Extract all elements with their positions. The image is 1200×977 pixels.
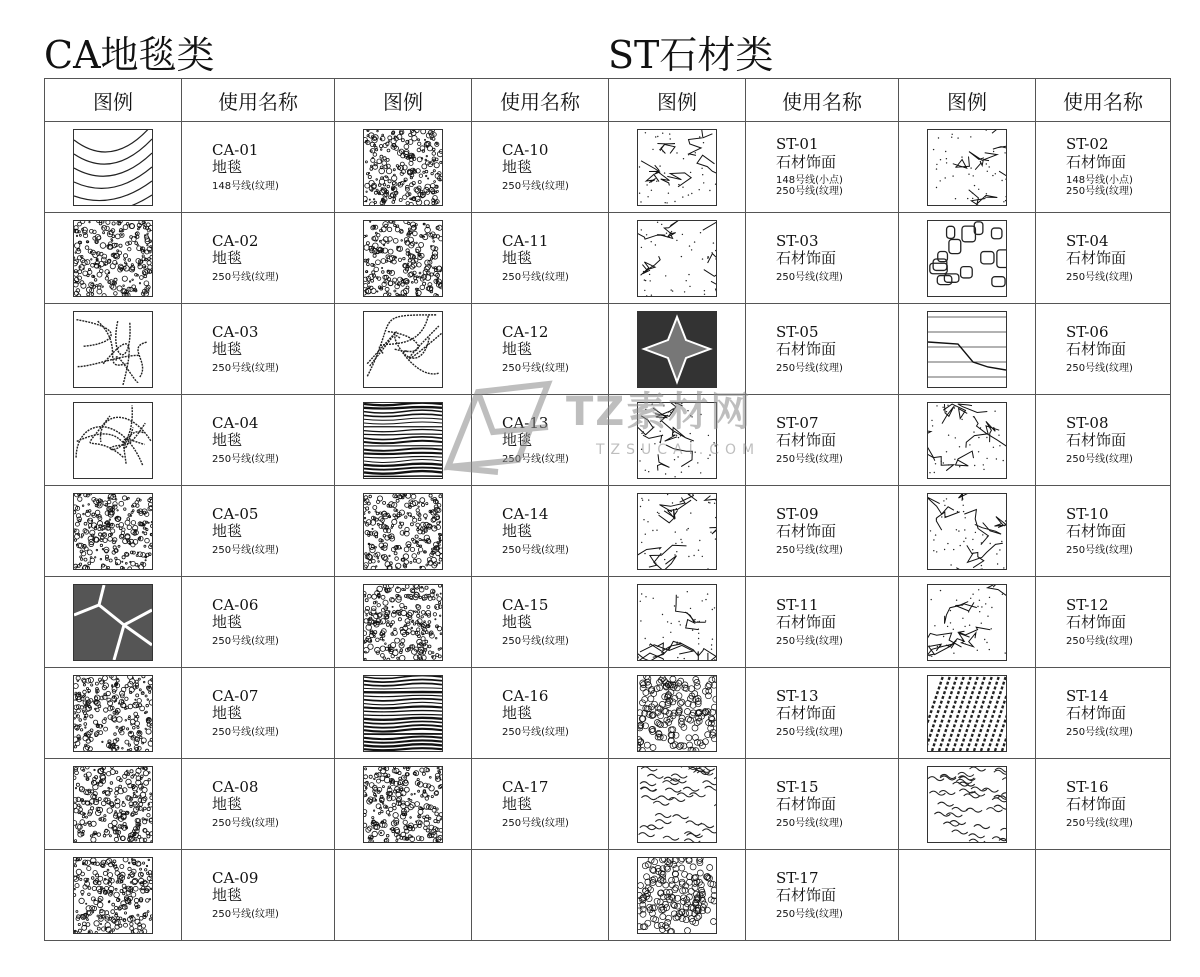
material-category: 地毯: [212, 795, 243, 814]
material-spec: 250号线(纹理): [1066, 544, 1133, 556]
material-code: CA-12: [502, 323, 549, 341]
pattern-swatch-ca-01: [73, 129, 153, 206]
material-spec: 250号线(纹理): [502, 635, 569, 647]
material-code: CA-10: [502, 141, 549, 159]
material-category: 石材饰面: [1066, 704, 1127, 723]
material-code: ST-14: [1066, 687, 1109, 705]
name-cell: [182, 304, 335, 395]
name-cell: [182, 213, 335, 304]
material-category: 石材饰面: [776, 249, 837, 268]
name-cell: [472, 395, 609, 486]
material-spec: 250号线(纹理): [1066, 362, 1133, 374]
material-code: CA-15: [502, 596, 549, 614]
pattern-swatch-ca-04: [73, 402, 153, 479]
material-spec: 250号线(纹理): [212, 908, 279, 920]
header-legend: 图例: [899, 79, 1036, 122]
material-spec: 250号线(纹理): [776, 817, 843, 829]
material-code: CA-16: [502, 687, 549, 705]
material-code: CA-08: [212, 778, 259, 796]
name-cell: [746, 577, 899, 668]
name-cell: [1036, 213, 1171, 304]
name-cell: [1036, 122, 1171, 213]
material-spec: 250号线(纹理): [776, 544, 843, 556]
material-legend-table: [44, 78, 1171, 941]
name-cell: [746, 850, 899, 941]
material-spec: 250号线(纹理): [502, 362, 569, 374]
pattern-swatch-ca-15: [363, 584, 443, 661]
table-row: [45, 395, 1171, 486]
material-spec: 250号线(纹理): [212, 362, 279, 374]
material-spec: 250号线(纹理): [776, 908, 843, 920]
legend-cell: [45, 668, 182, 759]
pattern-swatch-ca-02: [73, 220, 153, 297]
material-spec: 250号线(纹理): [212, 544, 279, 556]
material-category: 石材饰面: [1066, 613, 1127, 632]
table-body: [45, 122, 1171, 941]
material-category: 石材饰面: [1066, 431, 1127, 450]
material-code: ST-12: [1066, 596, 1109, 614]
pattern-swatch-ca-14: [363, 493, 443, 570]
legend-cell: [335, 122, 472, 213]
pattern-swatch-ca-13: [363, 402, 443, 479]
material-spec: 250号线(纹理): [776, 362, 843, 374]
name-cell: [472, 668, 609, 759]
material-category: 石材饰面: [776, 340, 837, 359]
legend-cell: [609, 213, 746, 304]
legend-cell: [609, 486, 746, 577]
pattern-swatch-st-05: [637, 311, 717, 388]
name-cell: [182, 486, 335, 577]
material-spec: 250号线(纹理): [502, 453, 569, 465]
pattern-swatch-ca-10: [363, 129, 443, 206]
legend-cell: [45, 850, 182, 941]
material-category: 石材饰面: [776, 704, 837, 723]
legend-cell: [335, 213, 472, 304]
material-spec-secondary: 250号线(纹理): [776, 186, 843, 198]
st-stone-title: ST石材类: [608, 33, 774, 77]
pattern-swatch-ca-16: [363, 675, 443, 752]
name-cell: [1036, 668, 1171, 759]
legend-cell: [335, 577, 472, 668]
legend-cell: [899, 213, 1036, 304]
name-cell: [1036, 395, 1171, 486]
material-code: ST-17: [776, 869, 819, 887]
legend-cell: [609, 395, 746, 486]
material-code: CA-01: [212, 141, 259, 159]
header-name: 使用名称: [746, 79, 899, 122]
material-category: 石材饰面: [1066, 340, 1127, 359]
name-cell: [472, 577, 609, 668]
legend-cell: [45, 759, 182, 850]
pattern-swatch-st-07: [637, 402, 717, 479]
material-spec: 148号线(纹理): [212, 180, 279, 192]
pattern-swatch-st-08: [927, 402, 1007, 479]
material-category: 石材饰面: [776, 613, 837, 632]
legend-cell: [335, 850, 472, 941]
material-spec: 250号线(纹理): [776, 271, 843, 283]
material-category: 地毯: [502, 522, 533, 541]
material-category: 地毯: [502, 613, 533, 632]
material-code: CA-06: [212, 596, 259, 614]
pattern-swatch-ca-17: [363, 766, 443, 843]
material-category: 地毯: [212, 431, 243, 450]
legend-cell: [609, 668, 746, 759]
material-spec: 250号线(纹理): [212, 453, 279, 465]
material-code: ST-01: [776, 135, 819, 154]
material-spec: 250号线(纹理): [1066, 817, 1133, 829]
name-cell: [746, 395, 899, 486]
legend-cell: [899, 759, 1036, 850]
pattern-swatch-ca-12: [363, 311, 443, 388]
pattern-swatch-st-03: [637, 220, 717, 297]
pattern-swatch-st-04: [927, 220, 1007, 297]
pattern-swatch-ca-11: [363, 220, 443, 297]
material-category: 地毯: [212, 613, 243, 632]
material-spec: 250号线(纹理): [1066, 726, 1133, 738]
legend-cell: [45, 304, 182, 395]
material-spec: 250号线(纹理): [1066, 271, 1133, 283]
table-row: [45, 668, 1171, 759]
table-row: [45, 759, 1171, 850]
legend-cell: [899, 577, 1036, 668]
legend-cell: [335, 395, 472, 486]
material-category: 地毯: [502, 249, 533, 268]
name-cell: [1036, 304, 1171, 395]
header-row: [45, 79, 1171, 122]
pattern-swatch-st-01: [637, 129, 717, 206]
ca-carpet-title: CA地毯类: [44, 33, 215, 77]
legend-cell: [899, 668, 1036, 759]
legend-cell: [609, 122, 746, 213]
material-category: 石材饰面: [776, 886, 837, 905]
table-row: [45, 486, 1171, 577]
material-code: ST-03: [776, 232, 819, 250]
name-cell: [1036, 577, 1171, 668]
legend-cell: [899, 122, 1036, 213]
material-category: 地毯: [502, 795, 533, 814]
name-cell: [746, 759, 899, 850]
material-code: ST-09: [776, 505, 819, 523]
pattern-swatch-st-09: [637, 493, 717, 570]
material-spec: 250号线(纹理): [212, 726, 279, 738]
name-cell: [1036, 759, 1171, 850]
material-spec: 250号线(纹理): [502, 544, 569, 556]
material-code: CA-02: [212, 232, 259, 250]
legend-cell: [45, 395, 182, 486]
material-spec: 250号线(纹理): [502, 817, 569, 829]
material-category: 地毯: [212, 249, 243, 268]
material-spec: 148号线(小点): [1066, 174, 1133, 186]
material-code: CA-05: [212, 505, 259, 523]
pattern-swatch-st-11: [637, 584, 717, 661]
material-code: ST-15: [776, 778, 819, 796]
name-cell: [746, 122, 899, 213]
material-category: 石材饰面: [776, 152, 837, 171]
material-category: 地毯: [212, 340, 243, 359]
name-cell: [746, 213, 899, 304]
pattern-swatch-st-16: [927, 766, 1007, 843]
pattern-swatch-ca-06: [73, 584, 153, 661]
pattern-swatch-ca-08: [73, 766, 153, 843]
legend-cell: [335, 304, 472, 395]
legend-cell: [609, 304, 746, 395]
material-code: CA-09: [212, 869, 259, 887]
material-code: ST-11: [776, 596, 819, 614]
legend-cell: [609, 850, 746, 941]
material-spec: 250号线(纹理): [502, 726, 569, 738]
material-spec: 250号线(纹理): [776, 726, 843, 738]
material-code: ST-04: [1066, 232, 1109, 250]
table-row: [45, 213, 1171, 304]
material-spec-secondary: 250号线(纹理): [1066, 186, 1133, 198]
name-cell: [182, 850, 335, 941]
legend-cell: [899, 486, 1036, 577]
pattern-swatch-ca-09: [73, 857, 153, 934]
name-cell: [472, 759, 609, 850]
material-category: 石材饰面: [776, 795, 837, 814]
legend-cell: [335, 668, 472, 759]
table-row: [45, 850, 1171, 941]
material-category: 石材饰面: [1066, 522, 1127, 541]
material-spec: 250号线(纹理): [212, 635, 279, 647]
pattern-swatch-ca-03: [73, 311, 153, 388]
header-legend: 图例: [45, 79, 182, 122]
pattern-swatch-st-15: [637, 766, 717, 843]
material-category: 石材饰面: [776, 431, 837, 450]
material-spec: 250号线(纹理): [212, 271, 279, 283]
material-category: 地毯: [212, 522, 243, 541]
name-cell: [746, 668, 899, 759]
material-spec: 250号线(纹理): [502, 180, 569, 192]
material-code: ST-05: [776, 323, 819, 341]
table-row: [45, 304, 1171, 395]
name-cell: [472, 850, 609, 941]
material-spec: 250号线(纹理): [212, 817, 279, 829]
material-category: 石材饰面: [1066, 152, 1127, 171]
name-cell: [746, 486, 899, 577]
material-code: ST-13: [776, 687, 819, 705]
material-code: CA-14: [502, 505, 549, 523]
header-name: 使用名称: [1036, 79, 1171, 122]
material-code: ST-10: [1066, 505, 1109, 523]
header-name: 使用名称: [182, 79, 335, 122]
pattern-swatch-st-12: [927, 584, 1007, 661]
material-code: ST-02: [1066, 135, 1109, 154]
name-cell: [472, 304, 609, 395]
material-category: 石材饰面: [1066, 249, 1127, 268]
pattern-swatch-ca-07: [73, 675, 153, 752]
legend-cell: [899, 395, 1036, 486]
material-code: CA-07: [212, 687, 259, 705]
name-cell: [472, 486, 609, 577]
material-category: 地毯: [502, 431, 533, 450]
legend-cell: [335, 486, 472, 577]
table-row: [45, 577, 1171, 668]
material-code: CA-03: [212, 323, 259, 341]
material-spec: 148号线(小点): [776, 174, 843, 186]
name-cell: [472, 122, 609, 213]
material-code: ST-07: [776, 414, 819, 432]
pattern-swatch-ca-05: [73, 493, 153, 570]
name-cell: [182, 122, 335, 213]
name-cell: [182, 577, 335, 668]
pattern-swatch-st-10: [927, 493, 1007, 570]
material-category: 地毯: [502, 158, 533, 177]
material-code: ST-08: [1066, 414, 1109, 432]
material-spec: 250号线(纹理): [776, 635, 843, 647]
material-code: CA-11: [502, 232, 549, 250]
material-spec: 250号线(纹理): [502, 271, 569, 283]
material-code: CA-17: [502, 778, 549, 796]
material-code: ST-06: [1066, 323, 1109, 341]
material-category: 地毯: [212, 886, 243, 905]
material-category: 地毯: [212, 704, 243, 723]
material-spec: 250号线(纹理): [1066, 635, 1133, 647]
legend-cell: [335, 759, 472, 850]
material-code: ST-16: [1066, 778, 1109, 796]
name-cell: [746, 304, 899, 395]
pattern-swatch-st-17: [637, 857, 717, 934]
pattern-swatch-st-06: [927, 311, 1007, 388]
pattern-swatch-st-02: [927, 129, 1007, 206]
material-category: 石材饰面: [1066, 795, 1127, 814]
material-code: CA-04: [212, 414, 259, 432]
watermark-url: TZSUCAI.COM: [596, 442, 761, 458]
name-cell: [182, 395, 335, 486]
material-category: 地毯: [502, 340, 533, 359]
material-spec: 250号线(纹理): [776, 453, 843, 465]
legend-cell: [45, 486, 182, 577]
name-cell: [472, 213, 609, 304]
material-category: 地毯: [212, 158, 243, 177]
header-legend: 图例: [609, 79, 746, 122]
legend-cell: [899, 850, 1036, 941]
pattern-swatch-st-13: [637, 675, 717, 752]
table-row: [45, 122, 1171, 213]
name-cell: [182, 759, 335, 850]
legend-cell: [45, 577, 182, 668]
pattern-swatch-st-14: [927, 675, 1007, 752]
legend-cell: [45, 213, 182, 304]
legend-cell: [609, 759, 746, 850]
name-cell: [1036, 486, 1171, 577]
material-category: 石材饰面: [776, 522, 837, 541]
legend-cell: [45, 122, 182, 213]
legend-cell: [609, 577, 746, 668]
header-name: 使用名称: [472, 79, 609, 122]
header-legend: 图例: [335, 79, 472, 122]
legend-cell: [899, 304, 1036, 395]
watermark-text: TZ素材网: [566, 389, 753, 435]
name-cell: [1036, 850, 1171, 941]
material-spec: 250号线(纹理): [1066, 453, 1133, 465]
material-code: CA-13: [502, 414, 549, 432]
name-cell: [182, 668, 335, 759]
material-category: 地毯: [502, 704, 533, 723]
